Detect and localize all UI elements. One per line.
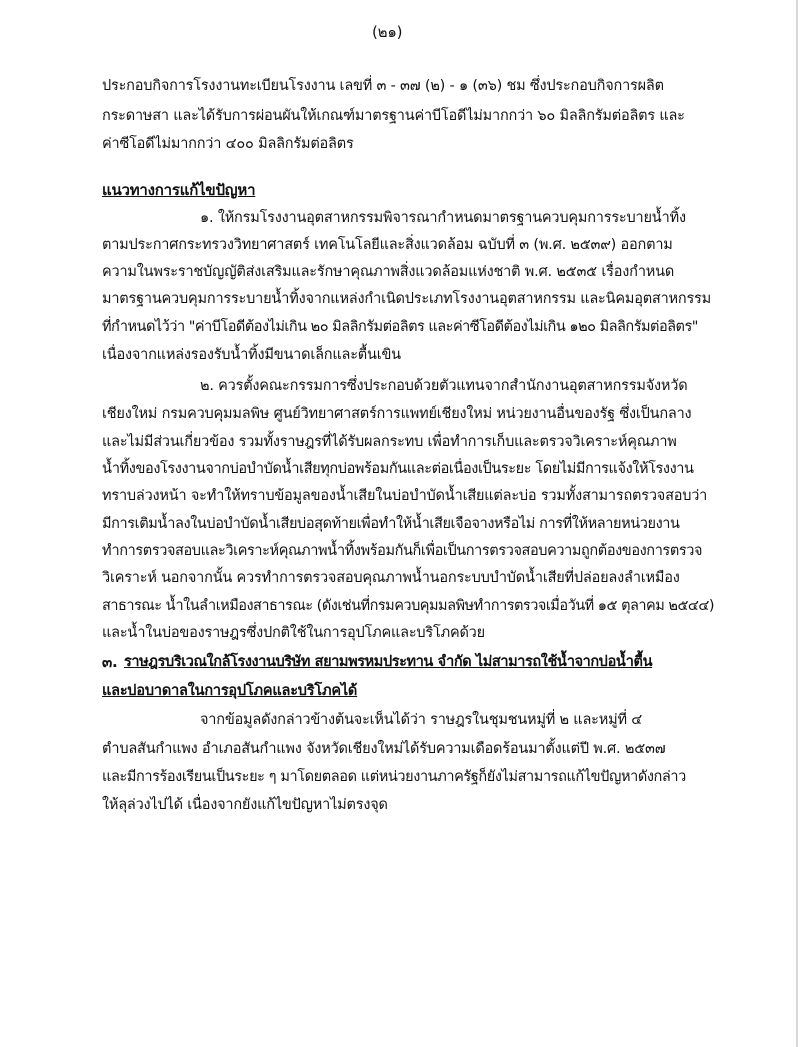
- item-2-line: น้ำทิ้งของโรงงานจากบ่อบำบัดน้ำเสียทุกบ่อพร้อมกันและต่อเนื่องเป็นระยะ โดยไม่มีการแจ้งให้โรงงาน: [102, 461, 694, 477]
- item-2-line: มีการเติมน้ำลงในบ่อบำบัดน้ำเสียบ่อสุดท้ายเพื่อทำให้น้ำเสียเจือจางหรือไม่ การที่ให้หลายหน่วยงาน: [102, 516, 680, 532]
- item-3-heading: ราษฎรบริเวณใกล้โรงงานบริษัท สยามพรหมประทาน จำกัด ไม่สามารถใช้น้ำจากบ่อน้ำตื้น: [124, 654, 653, 670]
- item-2-line: วิเคราะห์ นอกจากนั้น ควรทำการตรวจสอบคุณภาพน้ำนอกระบบบำบัดน้ำเสียที่ปล่อยลงลำเหมือง: [102, 570, 680, 586]
- item-2-line: ทราบล่วงหน้า จะทำให้ทราบข้อมูลของน้ำเสียในบ่อบำบัดน้ำเสียแต่ละบ่อ รวมทั้งสามารถตรวจสอบว่า: [102, 488, 708, 504]
- item-3-number: ๓.: [102, 653, 118, 671]
- intro-line: กระดาษสา และได้รับการผ่อนผันให้เกณฑ์มาตรฐานค่าบีโอดีไม่มากกว่า ๖๐ มิลลิกรัมต่อลิตร และ: [102, 108, 685, 124]
- item-1-line: มาตรฐานควบคุมการระบายน้ำทิ้งจากแหล่งกำเนิดประเภทโรงงานอุตสาหกรรม และนิคมอุตสาหกรรม: [102, 291, 711, 307]
- page-number: (๒๑): [372, 23, 403, 41]
- item-2-line: และน้ำในบ่อของราษฎรซึ่งปกติใช้ในการอุปโภคและบริโภคด้วย: [102, 625, 485, 641]
- item-2-line: สาธารณะ น้ำในลำเหมืองสาธารณะ (ดังเช่นที่กรมควบคุมมลพิษทำการตรวจเมื่อวันที่ ๑๕ ตุลาคม ๒๕๔๔): [102, 598, 715, 614]
- item-2-line: และไม่มีส่วนเกี่ยวข้อง รวมทั้งราษฎรที่ได้รับผลกระทบ เพื่อทำการเก็บและตรวจวิเคราะห์คุณภาพ: [102, 434, 677, 450]
- item-1-line: ที่กำหนดไว้ว่า "ค่าบีโอดีต้องไม่เกิน ๒๐ มิลลิกรัมต่อลิตร และค่าซีโอดีต้องไม่เกิน ๑๒๐ มิลลิกรัมต่อลิตร": [102, 319, 698, 335]
- item-3-line: ตำบลสันกำแพง อำเภอสันกำแพง จังหวัดเชียงใหม่ได้รับความเดือดร้อนมาตั้งแต่ปี พ.ศ. ๒๕๓๗: [102, 741, 666, 757]
- intro-line: ประกอบกิจการโรงงานทะเบียนโรงงาน เลขที่ ๓ - ๓๗ (๒) - ๑ (๓๖) ชม ซึ่งประกอบกิจการผลิต: [102, 78, 664, 94]
- item-1-line: ความในพระราชบัญญัติส่งเสริมและรักษาคุณภาพสิ่งแวดล้อมแห่งชาติ พ.ศ. ๒๕๓๕ เรื่องกำหนด: [102, 264, 675, 280]
- item-3-line: และมีการร้องเรียนเป็นระยะ ๆ มาโดยตลอด แต่หน่วยงานภาครัฐก็ยังไม่สามารถแก้ไขปัญหาดังกล่าว: [102, 769, 686, 785]
- item-2-line: เชียงใหม่ กรมควบคุมมลพิษ ศูนย์วิทยาศาสตร์การแพทย์เชียงใหม่ หน่วยงานอื่นของรัฐ ซึ่งเป็นกลาง: [102, 406, 692, 422]
- item-2-line: ทำการตรวจสอบและวิเคราะห์คุณภาพน้ำทิ้งพร้อมกันก็เพื่อเป็นการตรวจสอบความถูกต้องของการตรวจ: [102, 543, 703, 559]
- item-1-line: ๑. ให้กรมโรงงานอุตสาหกรรมพิจารณากำหนดมาตรฐานควบคุมการระบายน้ำทิ้ง: [200, 210, 686, 226]
- item-3-line: จากข้อมูลดังกล่าวข้างต้นจะเห็นได้ว่า ราษฎรในชุมชนหมู่ที่ ๒ และหมู่ที่ ๔: [200, 712, 642, 728]
- scan-edge-shadow: [796, 0, 798, 1047]
- intro-line: ค่าซีโอดีไม่มากกว่า ๔๐๐ มิลลิกรัมต่อลิตร: [102, 136, 354, 152]
- section-heading: แนวทางการแก้ไขปัญหา: [102, 181, 256, 199]
- item-1-line: เนื่องจากแหล่งรองรับน้ำทิ้งมีขนาดเล็กและตื้นเขิน: [102, 347, 401, 363]
- item-2-line: ๒. ควรตั้งคณะกรรมการซึ่งประกอบด้วยตัวแทนจากสำนักงานอุตสาหกรรมจังหวัด: [200, 378, 688, 394]
- item-1-line: ตามประกาศกระทรวงวิทยาศาสตร์ เทคโนโลยีและสิ่งแวดล้อม ฉบับที่ ๓ (พ.ศ. ๒๕๓๙) ออกตาม: [102, 237, 673, 253]
- item-3-heading: และบ่อบาดาลในการอุปโภคและบริโภคได้: [102, 683, 358, 699]
- item-3-line: ให้ลุล่วงไปได้ เนื่องจากยังแก้ไขปัญหาไม่ตรงจุด: [102, 797, 388, 813]
